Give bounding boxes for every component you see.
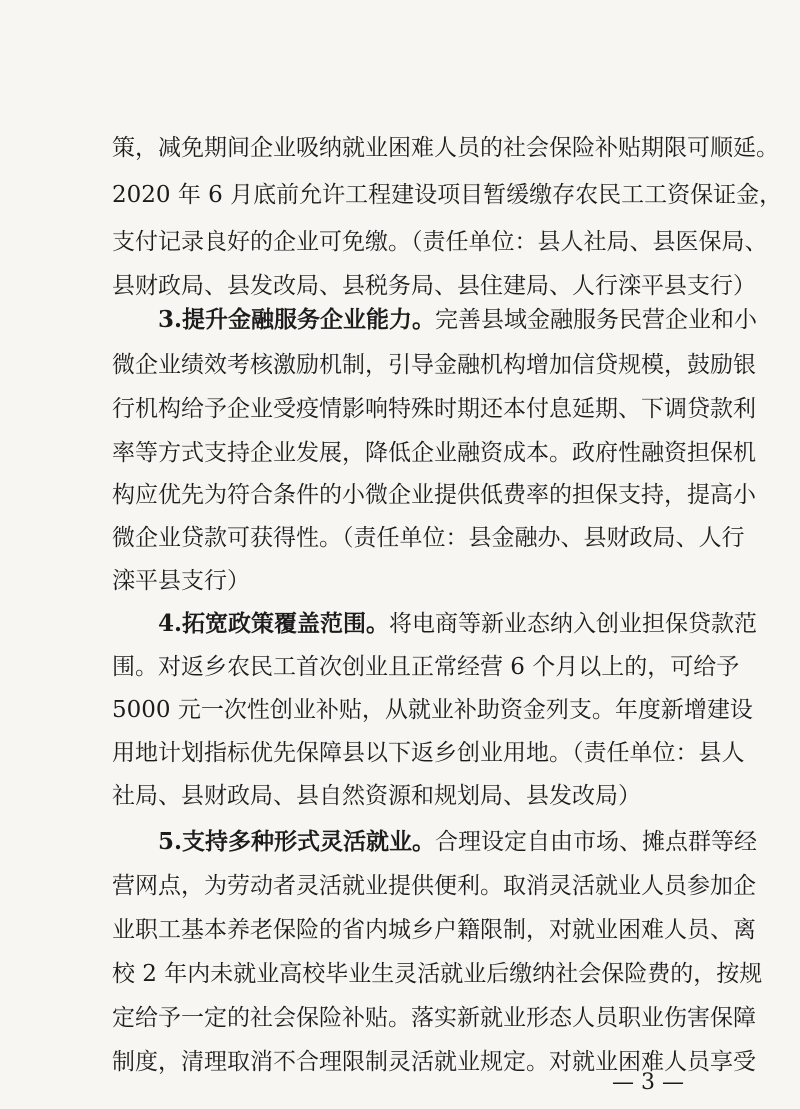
section-5-line: 校 2 年内未就业高校毕业生灵活就业后缴纳社会保险费的，按规 — [112, 961, 763, 987]
section-5-heading: 5.支持多种形式灵活就业。 — [158, 828, 436, 855]
page-number: — 3 — — [612, 1070, 684, 1095]
section-4-line: 5000 元一次性创业补贴，从就业补助资金列支。年度新增建设 — [112, 697, 753, 723]
section-3-line: 构应优先为符合条件的小微企业提供低费率的担保支持，提高小 — [112, 482, 756, 508]
section-4-heading: 4.拓宽政策覆盖范围。 — [158, 610, 390, 637]
section-5-line: 制度，清理取消不合理限制灵活就业规定。对就业困难人员享受 — [112, 1049, 756, 1075]
section-3-line: 滦平县支行） — [112, 568, 250, 594]
paragraph-line: 支付记录良好的企业可免缴。（责任单位：县人社局、县医保局、 — [112, 229, 768, 255]
section-3-line: 行机构给予企业受疫情影响特殊时期还本付息延期、下调贷款利 — [112, 396, 756, 422]
section-3-text: 完善县域金融服务民营企业和小 — [435, 307, 758, 333]
section-3-line: 率等方式支持企业发展，降低企业融资成本。政府性融资担保机 — [112, 440, 756, 466]
section-5-line: 营网点，为劳动者灵活就业提供便利。取消灵活就业人员参加企 — [112, 873, 756, 899]
section-4-first-line — [158, 604, 758, 644]
paragraph-line: 策，减免期间企业吸纳就业困难人员的社会保险补贴期限可顺延。 — [112, 135, 779, 161]
section-5-first-line — [158, 822, 758, 862]
section-5-line: 业职工基本养老保险的省内城乡户籍限制，对就业困难人员、离 — [112, 917, 756, 943]
paragraph-line: 县财政局、县发改局、县税务局、县住建局、人行滦平县支行） — [112, 273, 756, 299]
section-4-line: 社局、县财政局、县自然资源和规划局、县发改局） — [112, 783, 641, 809]
paragraph-line: 2020 年 6 月底前允许工程建设项目暂缓缴存农民工工资保证金， — [112, 182, 783, 208]
section-5-text: 合理设定自由市场、摊点群等经 — [435, 829, 758, 855]
section-4-text: 将电商等新业态纳入创业担保贷款范 — [389, 611, 758, 637]
section-3-line: 微企业绩效考核激励机制，引导金融机构增加信贷规模，鼓励银 — [112, 352, 756, 378]
section-5-line: 定给予一定的社会保险补贴。落实新就业形态人员职业伤害保障 — [112, 1005, 756, 1031]
section-4-line: 围。对返乡农民工首次创业且正常经营 6 个月以上的，可给予 — [112, 654, 740, 680]
section-3-line: 微企业贷款可获得性。（责任单位：县金融办、县财政局、人行 — [112, 525, 745, 551]
section-4-line: 用地计划指标优先保障县以下返乡创业用地。（责任单位：县人 — [112, 740, 745, 766]
section-3-heading: 3.提升金融服务企业能力。 — [158, 306, 436, 333]
section-3-first-line — [158, 300, 758, 340]
